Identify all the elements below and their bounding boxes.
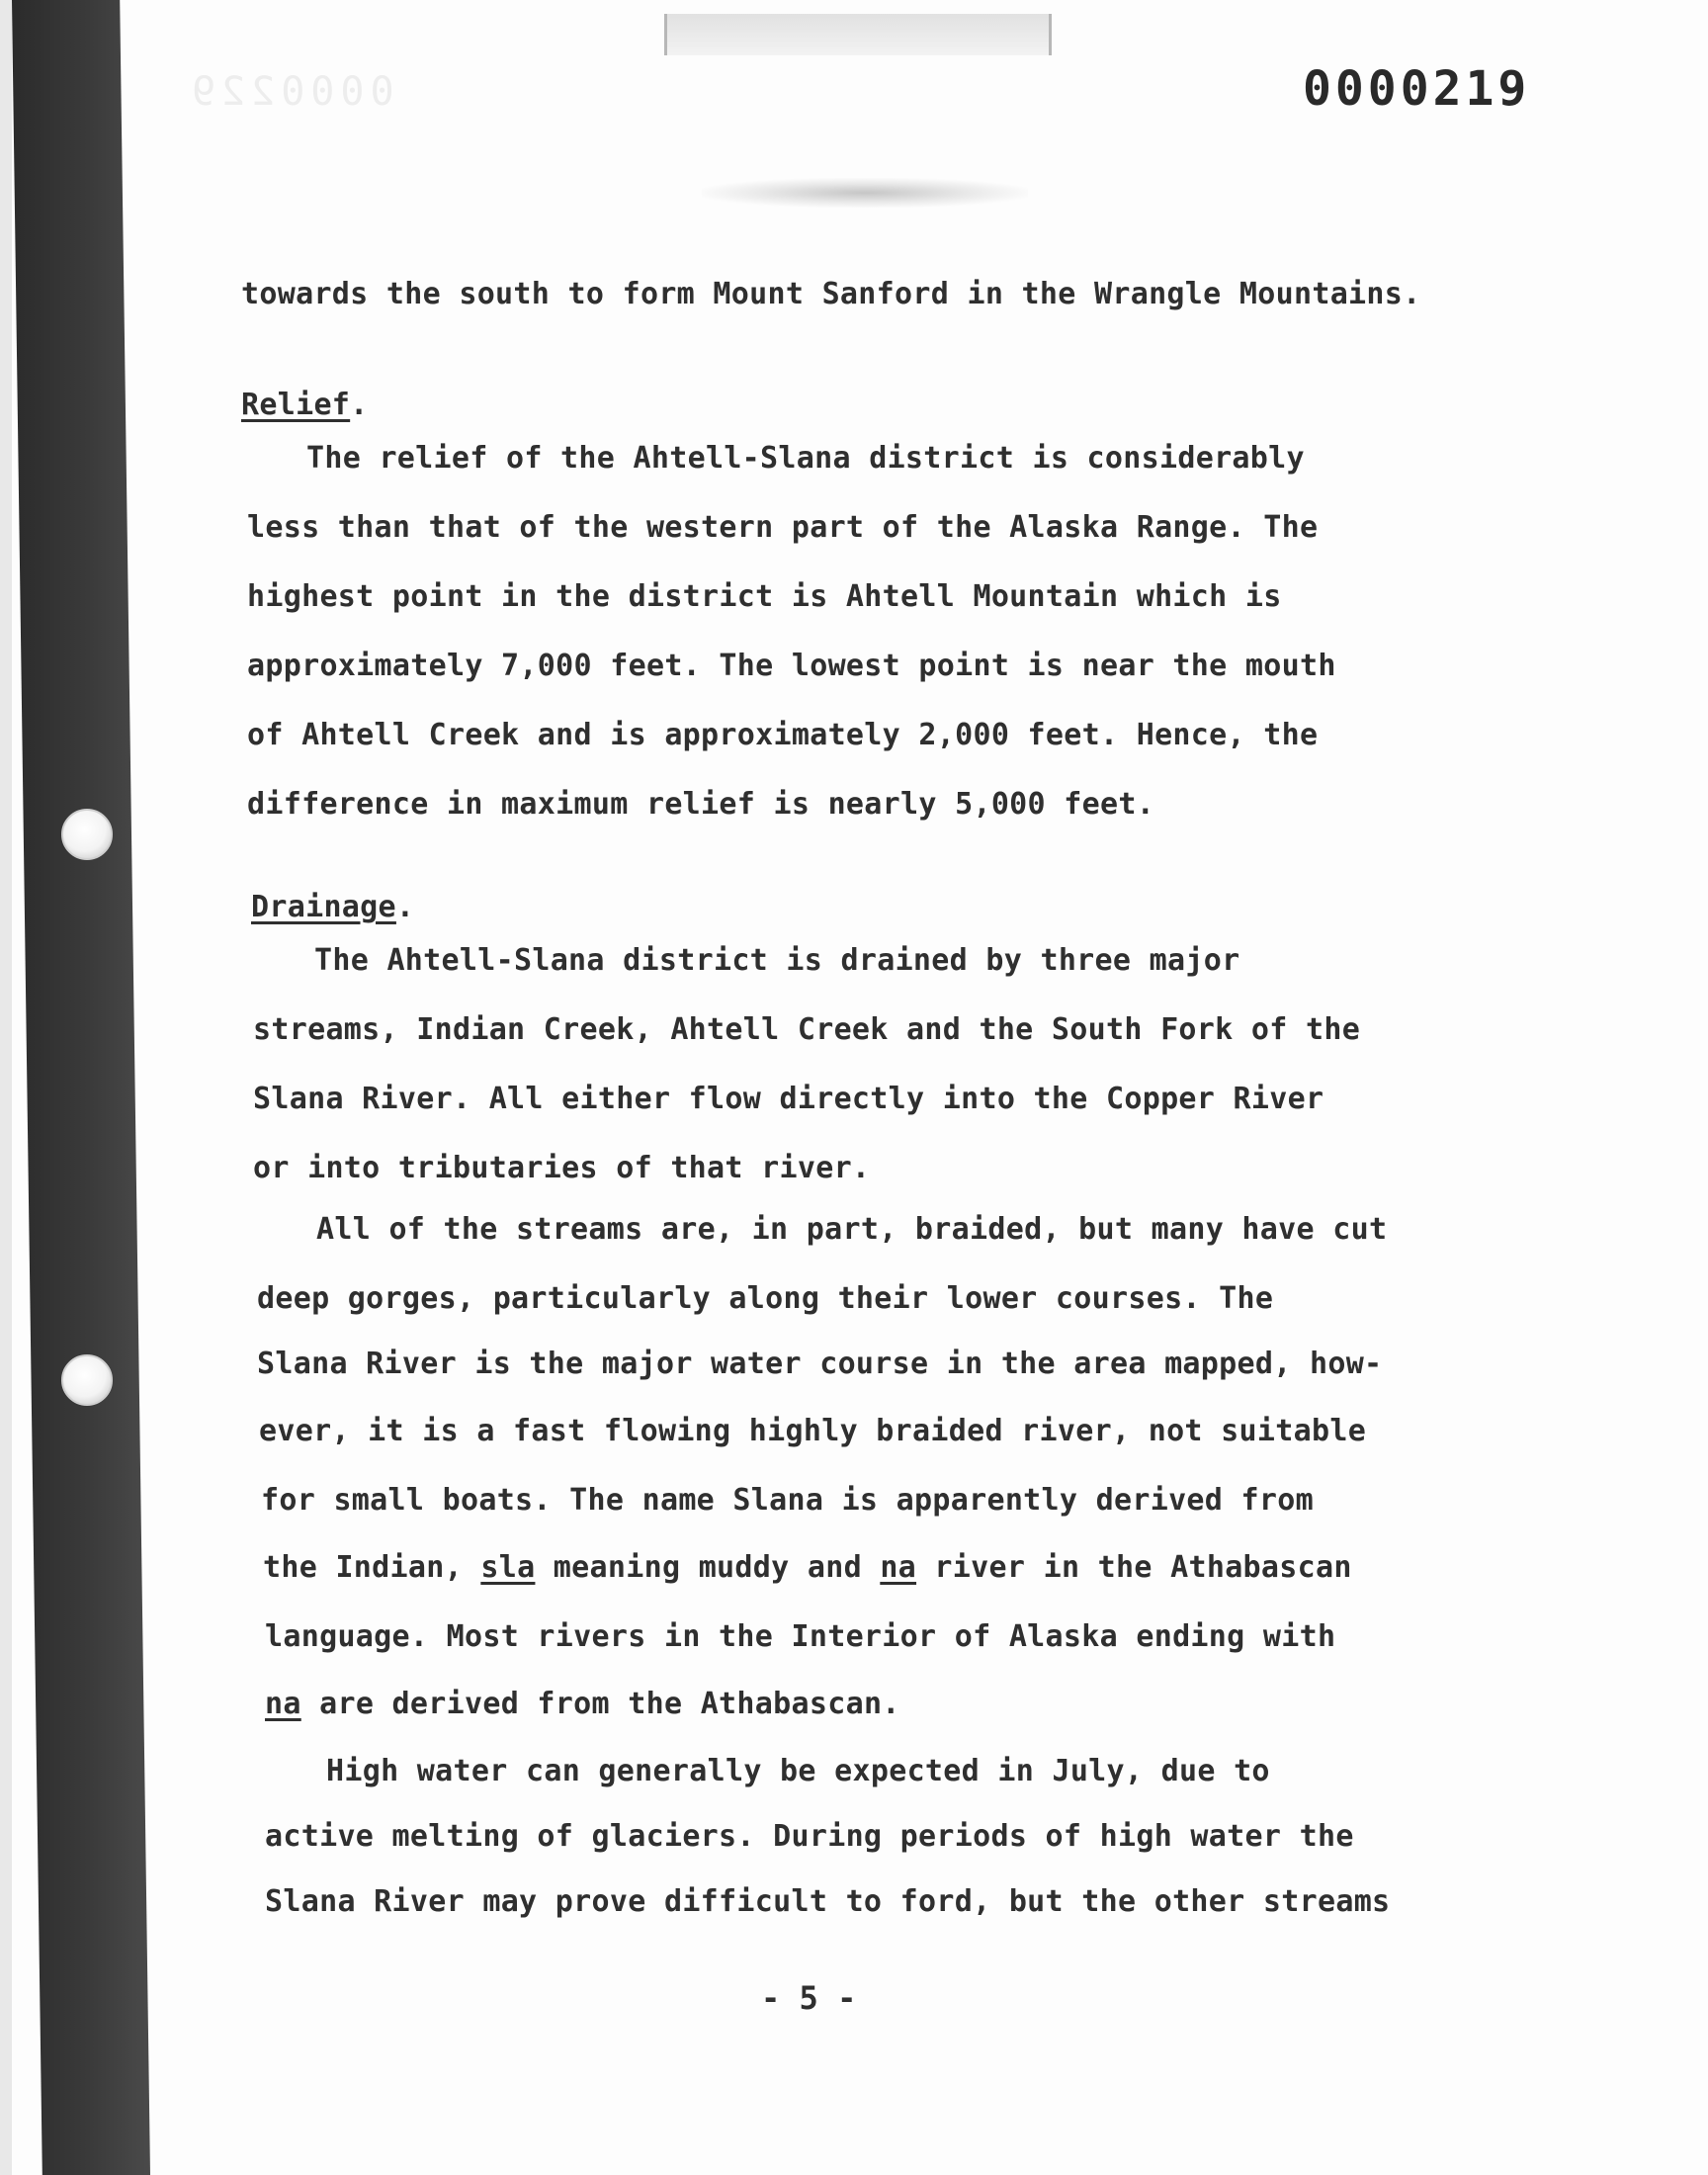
underlined-term-na: na: [265, 1687, 301, 1721]
section-heading-relief: [241, 388, 369, 422]
page-number: - 5 -: [761, 1979, 857, 2017]
heading-text: Relief: [241, 388, 351, 422]
text-line: language. Most rivers in the Interior of Alaska ending with: [265, 1619, 1336, 1654]
underlined-term-na: na: [880, 1550, 917, 1585]
underlined-term-sla: sla: [480, 1550, 536, 1585]
text-segment: are derived from the Athabascan.: [300, 1687, 900, 1721]
bleed-through-number: 0000229: [186, 69, 394, 115]
text-line: of Ahtell Creek and is approximately 2,000 feet. Hence, the: [247, 718, 1319, 752]
text-line: for small boats. The name Slana is apparently derived from: [261, 1483, 1314, 1518]
scan-smudge-middle: [702, 178, 1028, 208]
text-line: Slana River is the major water course in the area mapped, how-: [257, 1347, 1383, 1381]
text-segment: river in the Athabascan: [916, 1550, 1352, 1585]
text-line: Slana River. All either flow directly into the Copper River: [253, 1082, 1324, 1116]
scan-smudge-top: [664, 14, 1052, 55]
text-line: streams, Indian Creek, Ahtell Creek and the South Fork of the: [253, 1012, 1361, 1047]
text-segment: the Indian,: [263, 1550, 481, 1585]
text-line: less than that of the western part of the Alaska Range. The: [247, 510, 1319, 545]
text-line: towards the south to form Mount Sanford in the Wrangle Mountains.: [241, 277, 1421, 311]
heading-period: .: [395, 890, 415, 924]
text-line: approximately 7,000 feet. The lowest point is near the mouth: [247, 649, 1336, 683]
text-line: difference in maximum relief is nearly 5,000 feet.: [247, 787, 1155, 822]
document-number: 0000219: [1303, 61, 1531, 117]
text-line: deep gorges, particularly along their lower courses. The: [257, 1281, 1274, 1316]
text-line-underlined-words: [265, 1687, 900, 1721]
text-segment: meaning muddy and: [535, 1550, 881, 1585]
text-line: highest point in the district is Ahtell Mountain which is: [247, 579, 1282, 614]
heading-text: Drainage: [251, 890, 396, 924]
text-line: ever, it is a fast flowing highly braided river, not suitable: [259, 1414, 1367, 1448]
section-heading-drainage: [251, 890, 414, 924]
binder-hole-top: [61, 809, 113, 860]
text-line: or into tributaries of that river.: [253, 1151, 871, 1185]
text-line: active melting of glaciers. During periods of high water the: [265, 1819, 1354, 1854]
binder-strip: [12, 0, 150, 2175]
page-left-edge: [0, 0, 12, 2175]
text-line: The relief of the Ahtell-Slana district is considerably: [306, 441, 1305, 476]
text-line: Slana River may prove difficult to ford, but the other streams: [265, 1884, 1391, 1919]
text-line: All of the streams are, in part, braided, but many have cut: [316, 1212, 1388, 1247]
text-line: High water can generally be expected in July, due to: [326, 1754, 1270, 1788]
heading-period: .: [350, 388, 369, 422]
text-line: The Ahtell-Slana district is drained by three major: [314, 943, 1240, 978]
text-line-underlined-words: [263, 1550, 1352, 1585]
binder-hole-bottom: [61, 1354, 113, 1406]
